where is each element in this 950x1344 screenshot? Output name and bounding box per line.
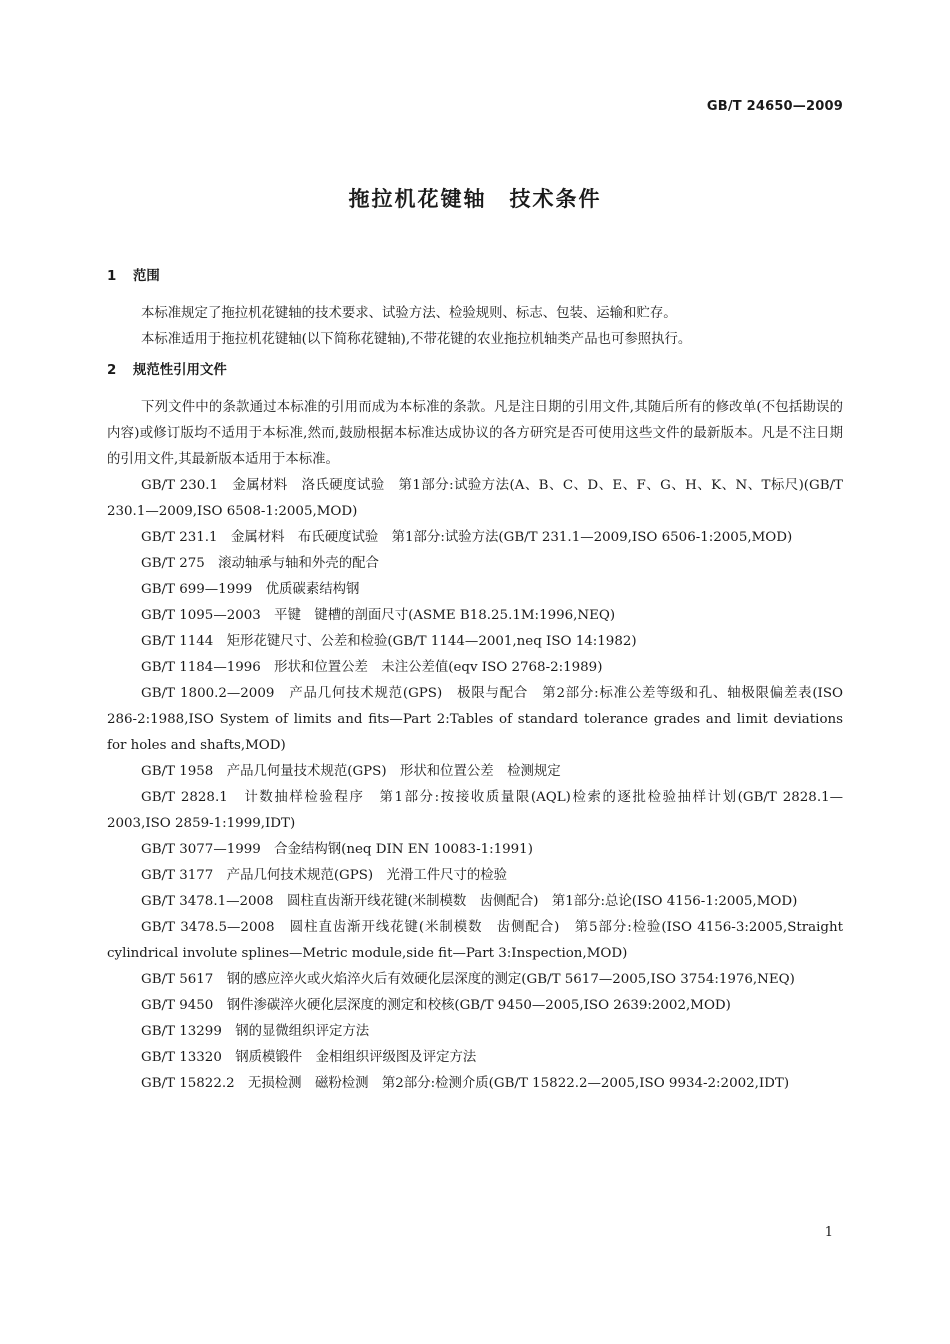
reference-item: GB/T 13320 钢质模锻件 金相组织评级图及评定方法 xyxy=(141,1050,477,1065)
section-2-number: 2 xyxy=(107,363,117,378)
section-1-paragraph: 本标准适用于拖拉机花键轴(以下简称花键轴),不带花键的农业拖拉机轴类产品也可参照执行。 xyxy=(141,332,692,347)
section-1-number: 1 xyxy=(107,269,117,284)
reference-item: GB/T 3478.5—2008 圆柱直齿渐开线花键(米制模数 齿侧配合) 第5部分:检验(ISO 4156-3:2005,Straight cylindrical involute splines—Metric module,side fit—Part 3:Inspection,MOD) xyxy=(107,920,843,961)
reference-item: GB/T 3478.1—2008 圆柱直齿渐开线花键(米制模数 齿侧配合) 第1部分:总论(ISO 4156-1:2005,MOD) xyxy=(141,894,798,909)
section-1-heading xyxy=(107,264,843,290)
reference-item: GB/T 3077—1999 合金结构钢(neq DIN EN 10083-1:1991) xyxy=(141,842,533,857)
document-body xyxy=(107,264,843,1097)
reference-item: GB/T 5617 钢的感应淬火或火焰淬火后有效硬化层深度的测定(GB/T 5617—2005,ISO 3754:1976,NEQ) xyxy=(141,972,795,987)
page-number: 1 xyxy=(824,1225,833,1240)
reference-item: GB/T 699—1999 优质碳素结构钢 xyxy=(141,582,360,597)
reference-item: GB/T 3177 产品几何技术规范(GPS) 光滑工件尺寸的检验 xyxy=(141,868,508,883)
reference-item: GB/T 1144 矩形花键尺寸、公差和检验(GB/T 1144—2001,neq ISO 14:1982) xyxy=(141,634,637,649)
reference-item: GB/T 1800.2—2009 产品几何技术规范(GPS) 极限与配合 第2部分:标准公差等级和孔、轴极限偏差表(ISO 286-2:1988,ISO System of limits and fits—Part 2:Tables of standard tolerance grades and limit deviations for holes and shafts,MOD) xyxy=(107,686,843,753)
section-1-title: 范围 xyxy=(133,269,160,284)
reference-item: GB/T 13299 钢的显微组织评定方法 xyxy=(141,1024,370,1039)
section-2-title: 规范性引用文件 xyxy=(133,363,227,378)
section-2-heading xyxy=(107,358,843,384)
reference-item: GB/T 275 滚动轴承与轴和外壳的配合 xyxy=(141,556,379,571)
section-2-intro: 下列文件中的条款通过本标准的引用而成为本标准的条款。凡是注日期的引用文件,其随后所有的修改单(不包括勘误的内容)或修订版均不适用于本标准,然而,鼓励根据本标准达成协议的各方研究是否可使用这些文件的最新版本。凡是不注日期的引用文件,其最新版本适用于本标准。 xyxy=(107,400,843,467)
standard-number: GB/T 24650—2009 xyxy=(706,99,843,114)
reference-item: GB/T 9450 钢件渗碳淬火硬化层深度的测定和校核(GB/T 9450—2005,ISO 2639:2002,MOD) xyxy=(141,998,731,1013)
document-title: 拖拉机花键轴 技术条件 xyxy=(348,187,602,211)
section-1-paragraph: 本标准规定了拖拉机花键轴的技术要求、试验方法、检验规则、标志、包装、运输和贮存。 xyxy=(141,306,677,321)
reference-item: GB/T 1184—1996 形状和位置公差 未注公差值(eqv ISO 2768-2:1989) xyxy=(141,660,603,675)
reference-item: GB/T 1095—2003 平键 键槽的剖面尺寸(ASME B18.25.1M:1996,NEQ) xyxy=(141,608,616,623)
reference-item: GB/T 2828.1 计数抽样检验程序 第1部分:按接收质量限(AQL)检索的逐批检验抽样计划(GB/T 2828.1—2003,ISO 2859-1:1999,IDT) xyxy=(107,790,843,831)
reference-item: GB/T 1958 产品几何量技术规范(GPS) 形状和位置公差 检测规定 xyxy=(141,764,561,779)
reference-item: GB/T 231.1 金属材料 布氏硬度试验 第1部分:试验方法(GB/T 231.1—2009,ISO 6506-1:2005,MOD) xyxy=(141,530,793,545)
reference-item: GB/T 15822.2 无损检测 磁粉检测 第2部分:检测介质(GB/T 15822.2—2005,ISO 9934-2:2002,IDT) xyxy=(141,1076,790,1091)
reference-item: GB/T 230.1 金属材料 洛氏硬度试验 第1部分:试验方法(A、B、C、D、E、F、G、H、K、N、T标尺)(GB/T 230.1—2009,ISO 6508-1:2005,MOD) xyxy=(107,478,843,519)
